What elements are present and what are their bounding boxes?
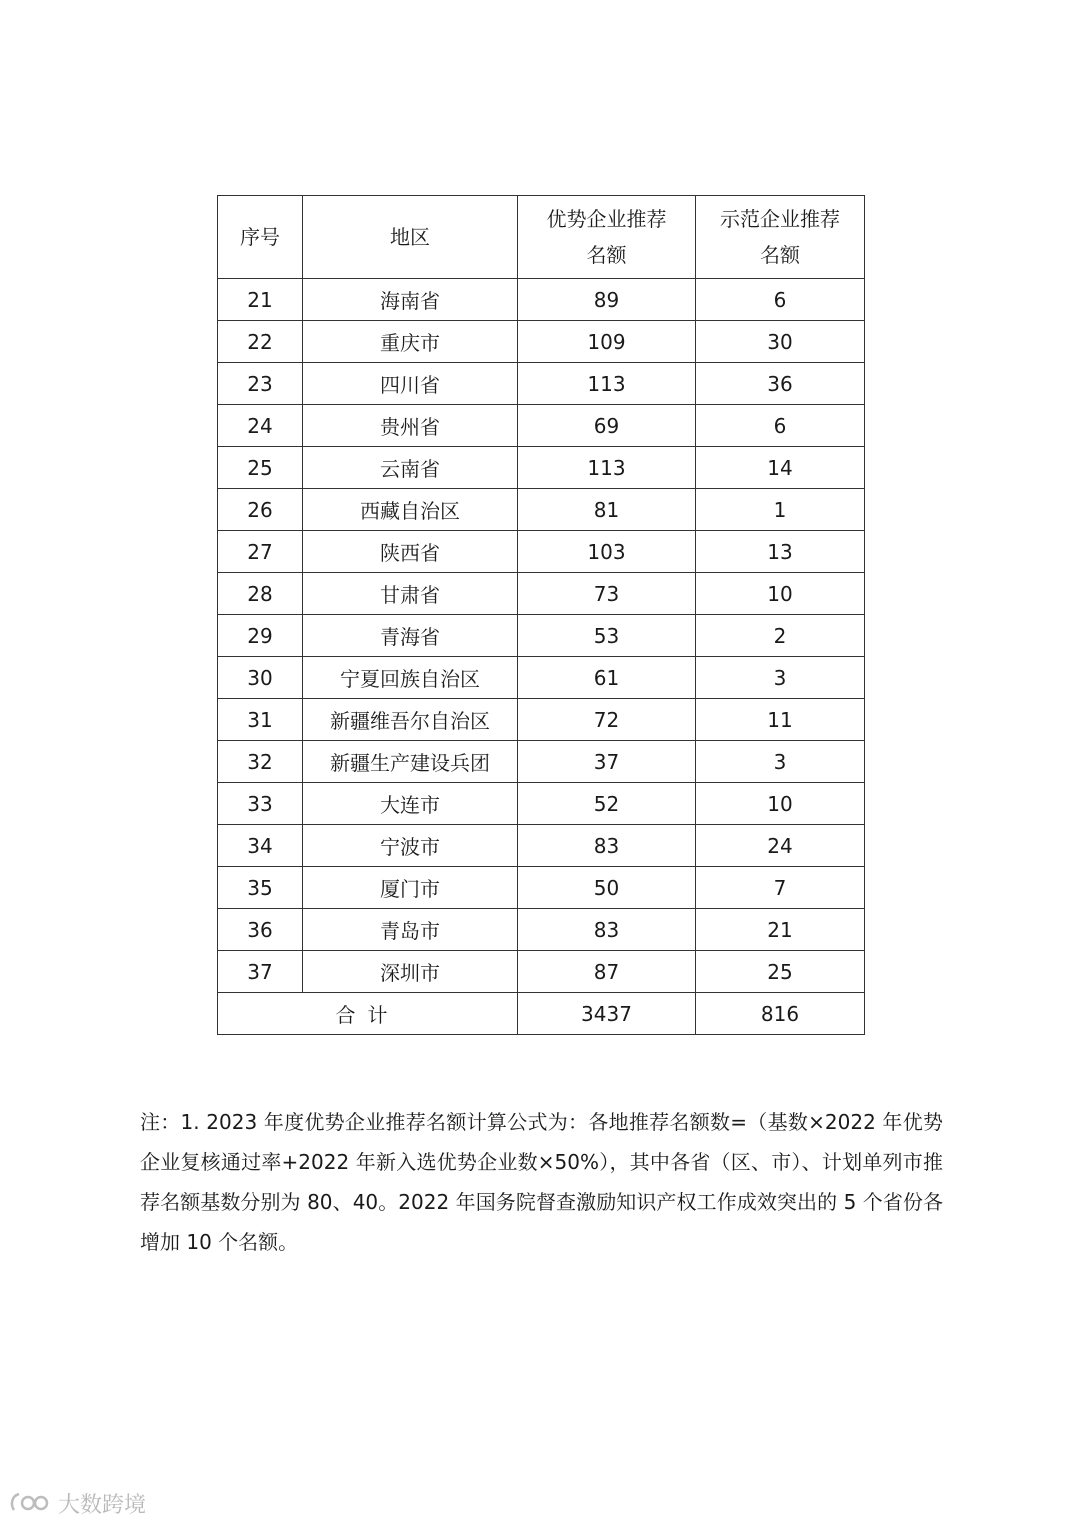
cell-region: 新疆生产建设兵团: [303, 741, 518, 783]
cell-advantage: 113: [518, 363, 696, 405]
header-advantage-line1: 优势企业推荐: [546, 207, 667, 231]
cell-demo: 36: [696, 363, 865, 405]
cell-demo: 14: [696, 447, 865, 489]
cell-seq: 34: [218, 825, 303, 867]
total-demo: 816: [696, 993, 865, 1035]
cell-region: 云南省: [303, 447, 518, 489]
cell-advantage: 50: [518, 867, 696, 909]
table-row: [218, 363, 865, 405]
table-row: [218, 909, 865, 951]
logo-icon: [8, 1490, 52, 1516]
cell-region: 青海省: [303, 615, 518, 657]
cell-advantage: 53: [518, 615, 696, 657]
cell-advantage: 72: [518, 699, 696, 741]
footnote: 注：1. 2023 年度优势企业推荐名额计算公式为：各地推荐名额数=（基数×2022 年优势企业复核通过率+2022 年新入选优势企业数×50%），其中各省（区、市）、计划单列市推荐名额基数分别为 80、40。2022 年国务院督查激励知识产权工作成效突出的 5 个省份各增加 10 个名额。: [140, 1110, 943, 1254]
table-row: [218, 783, 865, 825]
header-demo-line1: 示范企业推荐: [720, 207, 840, 231]
cell-seq: 25: [218, 447, 303, 489]
total-advantage: 3437: [518, 993, 696, 1035]
cell-seq: 21: [218, 279, 303, 321]
cell-advantage: 83: [518, 909, 696, 951]
table-row: [218, 951, 865, 993]
cell-advantage: 113: [518, 447, 696, 489]
cell-advantage: 103: [518, 531, 696, 573]
cell-region: 青岛市: [303, 909, 518, 951]
table-row: [218, 657, 865, 699]
header-seq: 序号: [218, 196, 303, 279]
header-advantage-line2: 名额: [586, 243, 627, 267]
cell-region: 大连市: [303, 783, 518, 825]
cell-region: 海南省: [303, 279, 518, 321]
quota-table: [217, 195, 865, 1035]
cell-demo: 13: [696, 531, 865, 573]
cell-region: 宁波市: [303, 825, 518, 867]
table-footer: [218, 993, 865, 1035]
cell-seq: 36: [218, 909, 303, 951]
table-row: [218, 699, 865, 741]
table-row: [218, 531, 865, 573]
cell-seq: 28: [218, 573, 303, 615]
cell-seq: 37: [218, 951, 303, 993]
cell-demo: 1: [696, 489, 865, 531]
cell-region: 陕西省: [303, 531, 518, 573]
cell-demo: 10: [696, 573, 865, 615]
table-row: [218, 825, 865, 867]
table-row: [218, 279, 865, 321]
header-region: 地区: [303, 196, 518, 279]
cell-advantage: 109: [518, 321, 696, 363]
table-row: [218, 405, 865, 447]
table-row: [218, 615, 865, 657]
watermark-text: 大数跨境: [58, 1492, 147, 1518]
table-row: [218, 489, 865, 531]
cell-advantage: 87: [518, 951, 696, 993]
cell-demo: 21: [696, 909, 865, 951]
cell-seq: 29: [218, 615, 303, 657]
cell-region: 重庆市: [303, 321, 518, 363]
cell-seq: 22: [218, 321, 303, 363]
cell-region: 厦门市: [303, 867, 518, 909]
total-row: [218, 993, 865, 1035]
cell-region: 贵州省: [303, 405, 518, 447]
cell-advantage: 52: [518, 783, 696, 825]
cell-region: 西藏自治区: [303, 489, 518, 531]
table-row: [218, 741, 865, 783]
cell-advantage: 37: [518, 741, 696, 783]
cell-demo: 7: [696, 867, 865, 909]
cell-demo: 30: [696, 321, 865, 363]
cell-demo: 2: [696, 615, 865, 657]
total-label: 合计: [218, 993, 518, 1035]
cell-advantage: 81: [518, 489, 696, 531]
cell-region: 新疆维吾尔自治区: [303, 699, 518, 741]
cell-region: 宁夏回族自治区: [303, 657, 518, 699]
table-row: [218, 573, 865, 615]
cell-seq: 27: [218, 531, 303, 573]
cell-demo: 6: [696, 279, 865, 321]
cell-demo: 6: [696, 405, 865, 447]
cell-seq: 35: [218, 867, 303, 909]
cell-region: 甘肃省: [303, 573, 518, 615]
table-header: [218, 196, 865, 279]
table-row: [218, 447, 865, 489]
cell-demo: 11: [696, 699, 865, 741]
cell-advantage: 69: [518, 405, 696, 447]
cell-advantage: 61: [518, 657, 696, 699]
cell-seq: 26: [218, 489, 303, 531]
watermark: [8, 1488, 146, 1518]
header-row: [218, 196, 865, 279]
cell-seq: 23: [218, 363, 303, 405]
header-demo: [696, 196, 865, 279]
cell-region: 四川省: [303, 363, 518, 405]
cell-seq: 24: [218, 405, 303, 447]
table-row: [218, 321, 865, 363]
header-demo-line2: 名额: [760, 243, 800, 267]
cell-demo: 3: [696, 741, 865, 783]
cell-seq: 31: [218, 699, 303, 741]
cell-region: 深圳市: [303, 951, 518, 993]
table-row: [218, 867, 865, 909]
cell-seq: 32: [218, 741, 303, 783]
cell-advantage: 89: [518, 279, 696, 321]
cell-demo: 25: [696, 951, 865, 993]
cell-seq: 33: [218, 783, 303, 825]
cell-seq: 30: [218, 657, 303, 699]
cell-demo: 10: [696, 783, 865, 825]
cell-advantage: 73: [518, 573, 696, 615]
header-advantage: [518, 196, 696, 279]
table-body: [218, 279, 865, 993]
cell-demo: 3: [696, 657, 865, 699]
cell-advantage: 83: [518, 825, 696, 867]
cell-demo: 24: [696, 825, 865, 867]
